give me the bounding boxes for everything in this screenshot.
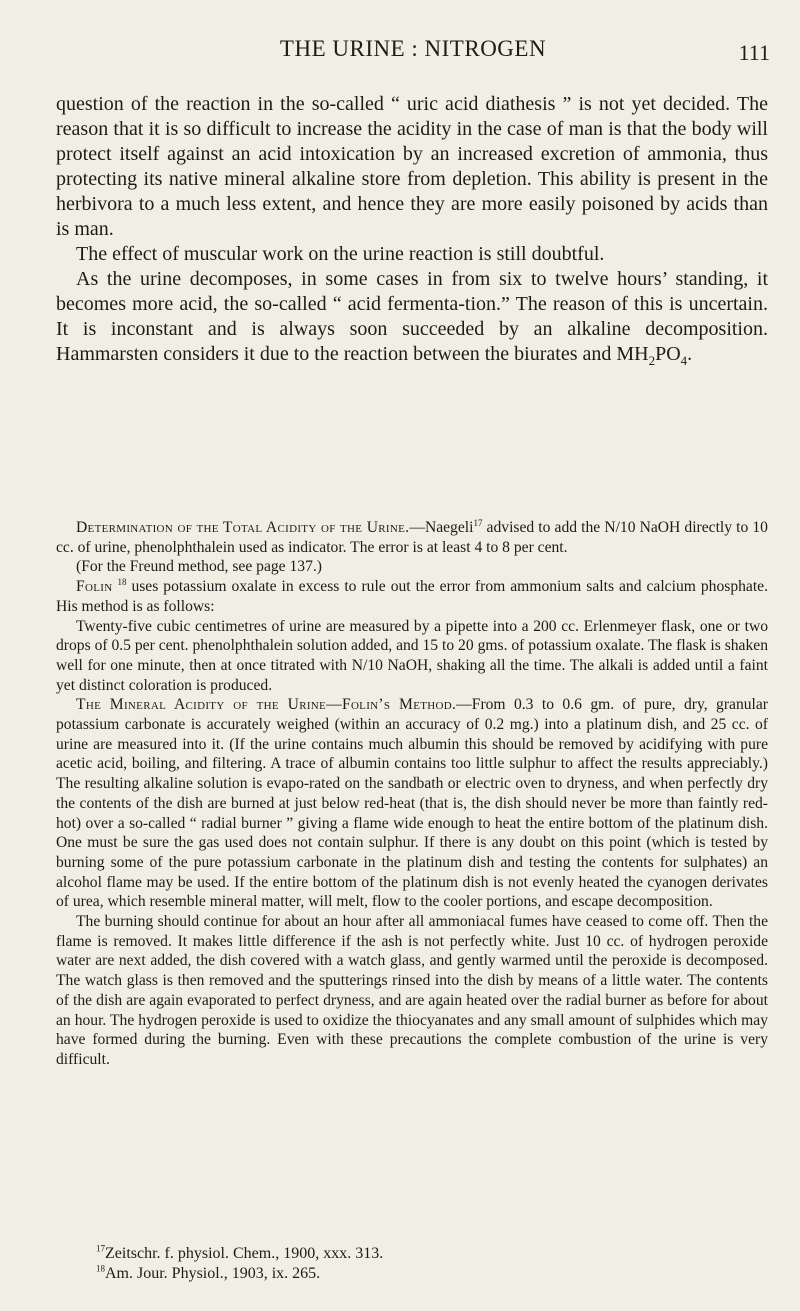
section-heading-mineral-acidity: The Mineral Acidity of the Urine—Folin’s Method. xyxy=(76,696,457,714)
naegeli-name: —Naegeli xyxy=(409,519,474,536)
formula-subscript-4: 4 xyxy=(680,353,688,368)
footnote-18 xyxy=(56,1264,768,1284)
paragraph-burning: The burning should continue for about an hour after all ammoniacal fumes have ceased to come off. Then the flame is removed. It makes little difference if the ash is not perfectly white. Just 10 cc. of hydrogen peroxide water are next added, the dish covered with a watch glass, and gently warmed until the peroxide is decomposed. The watch glass is then removed and the sputterings rinsed into the dish by means of a little water. The contents of the dish are again evaporated to perfect dryness, and are again heated over the radial burner as before for about an hour. The hydrogen peroxide is used to oxidize the thiocyanates and any small amount of sulphides which may have formed during the burning. Even with these precautions the complete combustion of the urine is very difficult. xyxy=(56,913,768,1068)
footnote-17-text: Zeitschr. f. physiol. Chem., 1900, xxx. 313. xyxy=(105,1245,384,1262)
footnote-ref-18: 18 xyxy=(117,576,127,587)
paragraph-muscular-work: The effect of muscular work on the urine reaction is still doubtful. xyxy=(76,243,605,265)
formula-po: PO xyxy=(655,343,681,365)
page-number: 111 xyxy=(738,40,770,65)
section-heading-total-acidity: Determination of the Total Acidity of the Urine. xyxy=(76,519,410,536)
paragraph-freund-note: (For the Freund method, see page 137.) xyxy=(76,558,322,576)
formula-subscript-2: 2 xyxy=(648,353,656,368)
page-header xyxy=(56,36,770,76)
author-folin: Folin xyxy=(76,578,113,596)
paragraph-folin-oxalate xyxy=(56,577,768,616)
folin-oxalate-text: uses potassium oxalate in excess to rule out the error from ammonium salts and calcium phosphate. His method is as follows: xyxy=(56,578,768,615)
footnote-18-text: Am. Jour. Physiol., 1903, ix. 265. xyxy=(105,1265,321,1282)
footnote-marker-17: 17 xyxy=(96,1243,105,1254)
methods-text xyxy=(56,518,768,1070)
formula-end: . xyxy=(687,343,693,365)
main-text xyxy=(56,92,768,367)
mineral-acidity-text: —From 0.3 to 0.6 gm. of pure, dry, granular potassium carbonate is accurately weighed (within an accuracy of 0.2 mg.) into a platinum dish, and 25 cc. of urine are measured into it. (If the urine contains much albumin this should be removed by acidifying with pure acetic acid, boiling, and filtering. A trace of albumin contains too little sulphur to affect the results appreciably.) The resulting alkaline solution is evapo-rated on the sandbath or electric oven to dryness, and when perfectly dry the contents of the dish are burned at just below red-heat (that is, the dish should never be more than faintly red-hot) over a so-called “ radial burner ” giving a flame wide enough to heat the entire bottom of the platinum dish. One must be sure the gas used does not contain sulphur. If there is any doubt on this point (which is tested by burning some of the pure potassium carbonate in the platinum dish and testing the contents for sulphates) an alcohol flame may be used. If the entire bottom of the platinum dish is not evenly heated the cyanogen derivates of urea, which resemble mineral matter, will melt, flow to the cooler portions, and escape decomposition. xyxy=(56,696,769,911)
paragraph-acid-fermentation xyxy=(56,267,768,367)
total-acidity-text: advised to add the N/10 NaOH directly to 10 cc. of urine, phenolphthalein used as indicator. The error is at least 4 to 8 per cent. xyxy=(56,519,768,556)
footnote-17 xyxy=(56,1244,768,1264)
paragraph-mineral-acidity xyxy=(56,695,768,912)
running-title: THE URINE : NITROGEN xyxy=(279,36,547,61)
footnote-marker-18: 18 xyxy=(96,1263,105,1274)
acid-fermentation-text: As the urine decomposes, in some cases in from six to twelve hours’ standing, it becomes more acid, the so-called “ acid fermenta-tion.” The reason of this is uncertain. It is inconstant and is always soon succeeded by an alkaline decomposition. Hammarsten considers it due to the reaction between the biurates and MH xyxy=(56,268,768,365)
footnote-ref-17: 17 xyxy=(473,517,483,528)
paragraph-procedure: Twenty-five cubic centimetres of urine are measured by a pipette into a 200 cc. Erlenmeyer flask, one or two drops of 0.5 per cent. phenolphthalein solution added, and 15 to 20 gms. of potassium oxalate. The flask is shaken well for one minute, then at once titrated with N/10 NaOH, shaking all the time. The alkali is added until a faint yet distinct coloration is produced. xyxy=(56,617,768,694)
paragraph-uric-acid: question of the reaction in the so-called “ uric acid diathesis ” is not yet decided. The reason that it is so difficult to increase the acidity in the case of man is that the body will protect itself against an acid intoxication by an increased excretion of ammonia, thus protecting its native mineral alkaline store from depletion. This ability is present in the herbivora to a much less extent, and hence they are more easily poisoned by acids than is man. xyxy=(56,93,768,240)
footnotes xyxy=(56,1244,768,1284)
paragraph-total-acidity xyxy=(56,518,768,557)
